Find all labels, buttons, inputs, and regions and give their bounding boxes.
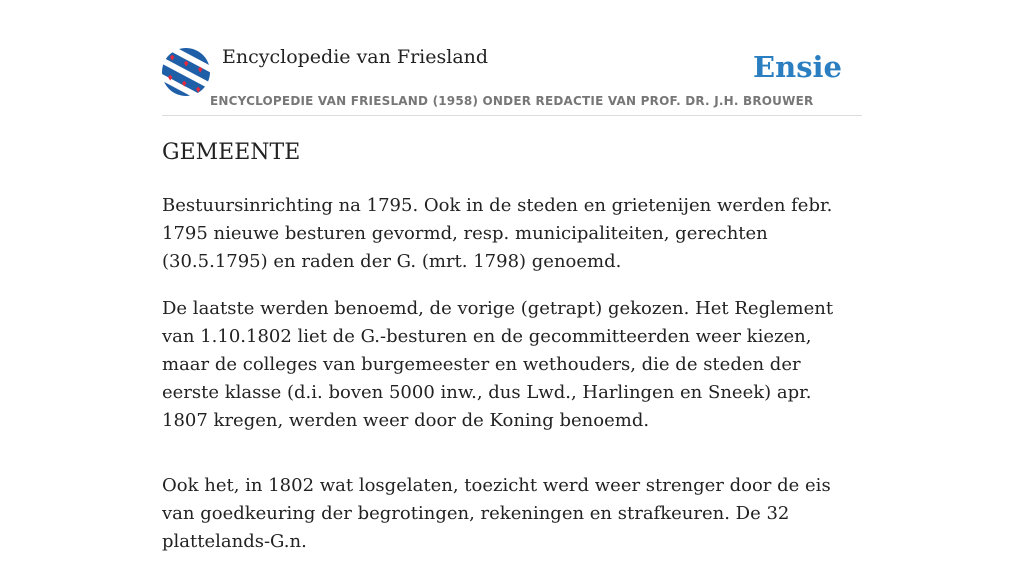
paragraph: Bestuursinrichting na 1795. Ook in de steden en grietenijen werden febr. 1795 nieuwe besturen gevormd, resp. municipaliteiten, gerechten (30.5.1795) en raden der G. (mrt. 1798) genoemd. (162, 195, 833, 272)
frisian-flag-icon[interactable] (162, 48, 210, 96)
article-title: GEMEENTE (162, 140, 301, 165)
site-header (162, 44, 862, 116)
brand-link[interactable]: Ensie (753, 50, 842, 84)
encyclopedia-subtitle: ENCYCLOPEDIE VAN FRIESLAND (1958) ONDER REDACTIE VAN PROF. DR. J.H. BROUWER (210, 94, 814, 108)
paragraph: Ook het, in 1802 wat losgelaten, toezicht werd weer strenger door de eis van goedkeuring der begrotingen, rekeningen en strafkeuren. De 32 plattelands-G.n. (162, 475, 831, 552)
header-divider (162, 115, 862, 116)
article-body (162, 192, 862, 575)
site-title[interactable]: Encyclopedie van Friesland (222, 46, 489, 68)
paragraph: De laatste werden benoemd, de vorige (getrapt) gekozen. Het Reglement van 1.10.1802 liet de G.-besturen en de gecommitteerden weer kiezen, maar de colleges van burgemeester en wethouders, die de steden der eerste klasse (d.i. boven 5000 inw., dus Lwd., Harlingen en Sneek) apr. 1807 kregen, werden weer door de Koning benoemd. (162, 298, 834, 431)
